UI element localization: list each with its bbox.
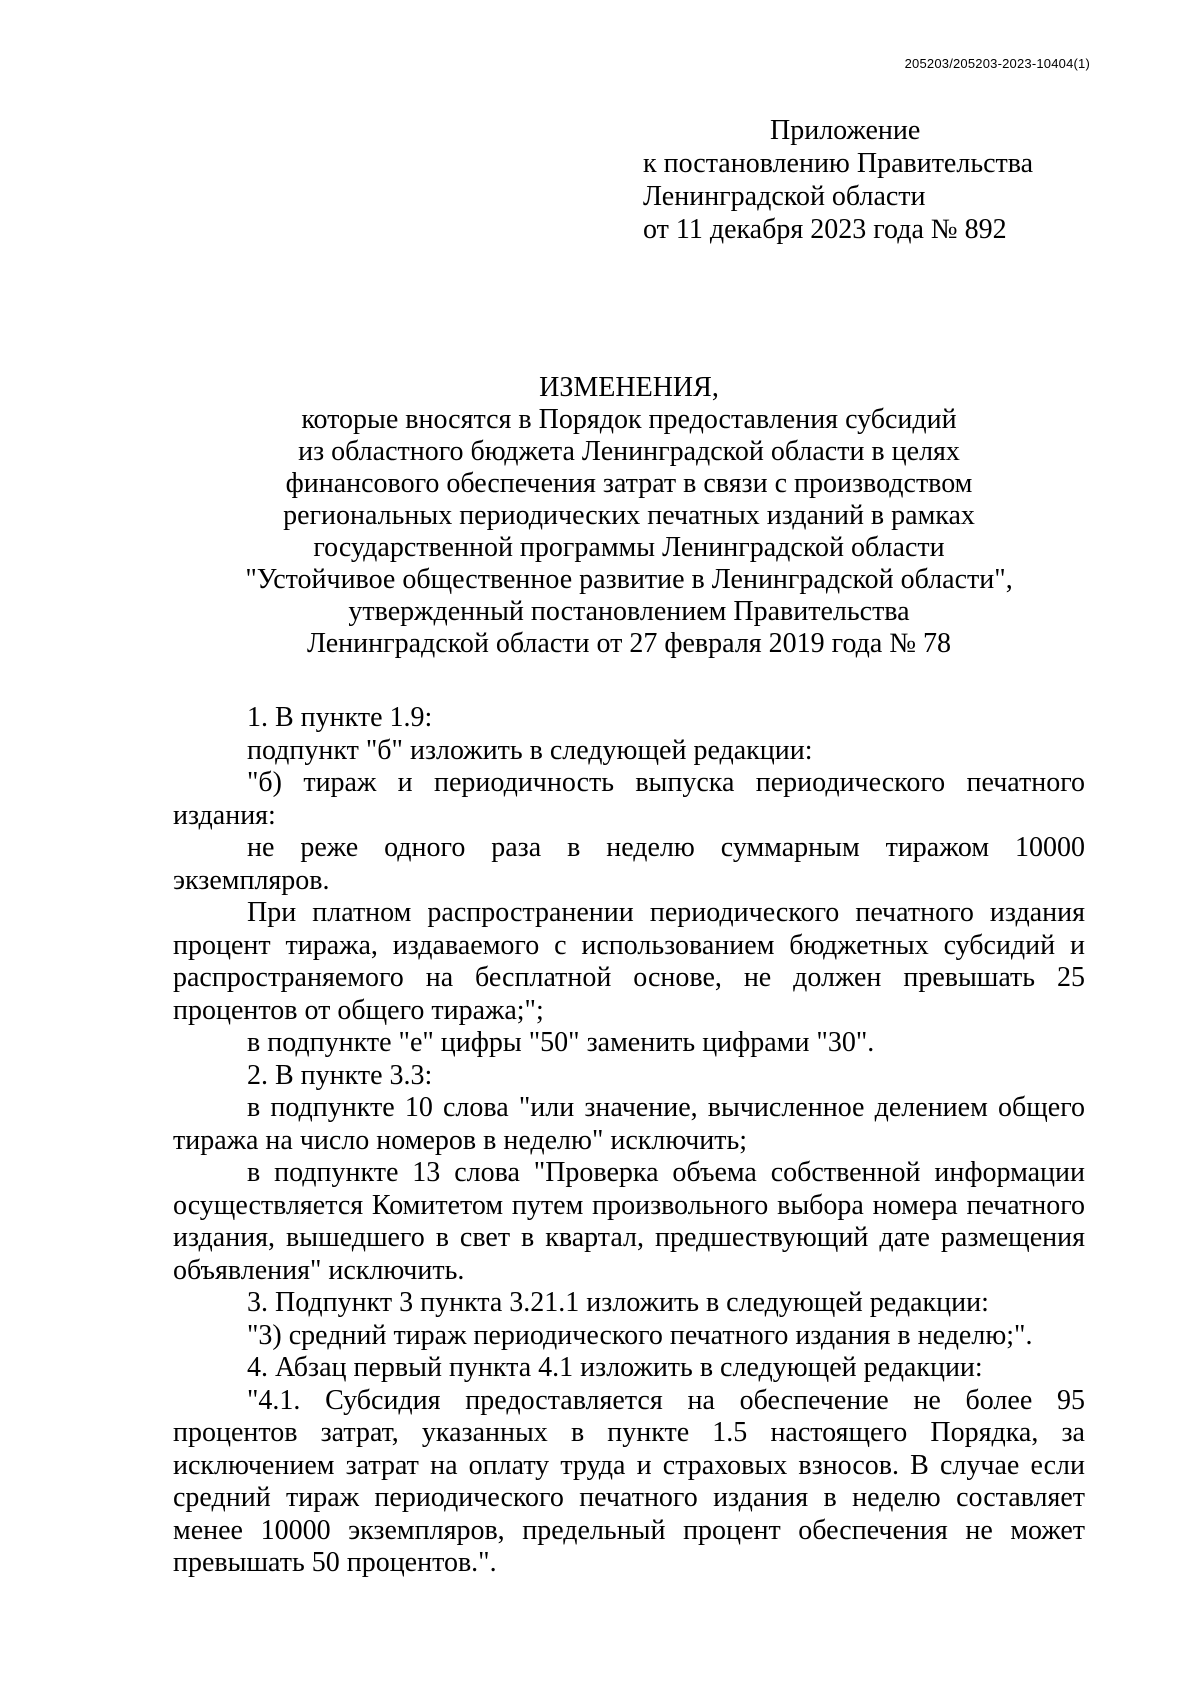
title-line: государственной программы Ленинградской области [313, 532, 945, 563]
appendix-line: от 11 декабря 2023 года № 892 [643, 214, 1007, 245]
body-paragraph: 3. Подпункт 3 пункта 3.21.1 изложить в следующей редакции: [247, 1287, 989, 1318]
body-paragraph: "4.1. Субсидия предоставляется на обеспечение не более 95 процентов затрат, указанных в пункте 1.5 настоящего Порядка, за исключением затрат на оплату труда и страховых взносов. В случае если средний тираж периодического печатного издания в неделю составляет менее 10000 экземпляров, предельный процент обеспечения не может превышать 50 процентов.". [173, 1384, 1085, 1578]
appendix-line: Ленинградской области [643, 181, 926, 212]
body-paragraph: 2. В пункте 3.3: [247, 1059, 433, 1091]
appendix-line: Приложение [770, 115, 921, 146]
body-paragraph: При платном распространении периодического печатного издания процент тиража, издаваемого с использованием бюджетных субсидий и распространяемого на бесплатной основе, не должен превышать 25 процентов от общего тиража;"; [173, 897, 1085, 1026]
body-paragraph: 4. Абзац первый пункта 4.1 изложить в следующей редакции: [247, 1352, 983, 1383]
title-line: финансового обеспечения затрат в связи с производством [285, 468, 973, 499]
document-id: 205203/205203-2023-10404(1) [904, 56, 1090, 71]
body-paragraph: "3) средний тираж периодического печатного издания в неделю;". [247, 1319, 1033, 1351]
body-paragraph: 1. В пункте 1.9: [247, 702, 433, 733]
body-paragraph: в подпункте "е" цифры "50" заменить цифрами "30". [247, 1027, 875, 1058]
title-line: из областного бюджета Ленинградской области в целях [298, 436, 960, 467]
body-paragraph: подпункт "б" изложить в следующей редакции: [247, 734, 813, 766]
body-paragraph: не реже одного раза в неделю суммарным тиражом 10000 экземпляров. [173, 832, 1085, 896]
body-paragraph: "б) тираж и периодичность выпуска периодического печатного издания: [173, 767, 1085, 831]
title-line: которые вносятся в Порядок предоставления субсидий [301, 404, 957, 435]
appendix-line: к постановлению Правительства [643, 148, 1034, 179]
body-paragraph: в подпункте 10 слова "или значение, вычисленное делением общего тиража на число номеров в неделю" исключить; [173, 1092, 1085, 1156]
body-paragraph: в подпункте 13 слова "Проверка объема собственной информации осуществляется Комитетом путем произвольного выбора номера печатного издания, вышедшего в свет в квартал, предшествующий дате размещения объявления" исключить. [173, 1157, 1085, 1286]
appendix-block [643, 114, 1033, 246]
document-title [0, 372, 1200, 660]
title-line: утвержденный постановлением Правительства [348, 596, 910, 627]
title-line: региональных периодических печатных изданий в рамках [283, 500, 975, 531]
title-heading: ИЗМЕНЕНИЯ, [539, 372, 719, 403]
title-line: Ленинградской области от 27 февраля 2019 года № 78 [306, 628, 952, 659]
document-body [173, 702, 1085, 1580]
title-line: "Устойчивое общественное развитие в Ленинградской области", [245, 564, 1013, 595]
